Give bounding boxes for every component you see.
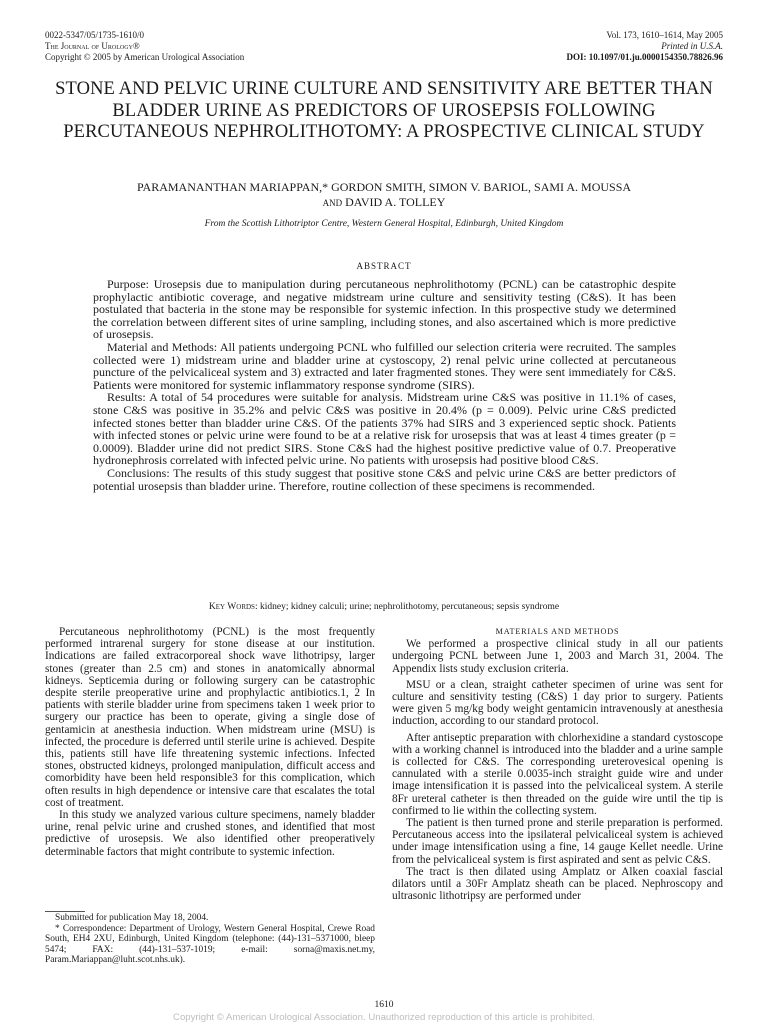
intro-paragraph-1: Percutaneous nephrolithotomy (PCNL) is the most frequently performed intrarenal surgery for stone disease at our institution. Indications are failed extracorporeal shock wave lithotripsy, larger stones (greater than 2.5 cm) and stones in anatomically abnormal kidneys. Septicemia during or following surgery can be catastrophic despite sterile preoperative urine and prophylactic antibiotics.1, 2 In patients with sterile bladder urine from specimens taken 1 week prior to surgery our practice has been to operate, giving a single dose of gentamicin at anesthesia induction. When midstream urine (MSU) is infected, the procedure is deferred until sterile urine is achieved. Despite this, patients still have life threatening systemic infections. Infected stones, obstructed kidneys, prolonged manipulation, difficult access and comorbidity have been held responsible3 for this complication, which often results in high dependence or intensive care that escalates the total cost of treatment.	[45, 626, 375, 809]
abstract-conclusions: Conclusions: The results of this study suggest that positive stone C&S and pelvic urine C&S are better predictors of potential urosepsis than bladder urine. Therefore, routine collection of these specimens is recommended.	[93, 465, 676, 493]
article-title: STONE AND PELVIC URINE CULTURE AND SENSITIVITY ARE BETTER THAN BLADDER URINE AS PREDICTORS OF UROSEPSIS FOLLOWING PERCUTANEOUS NEPHROLITHOTOMY: A PROSPECTIVE CLINICAL STUDY	[55, 79, 713, 142]
header-left	[45, 30, 244, 63]
methods-paragraph-5: The tract is then dilated using Amplatz or Alken coaxial fascial dilators until a 30Fr Amplatz sheath can be placed. Nephroscopy and ultrasonic lithotripsy are performed under	[392, 865, 723, 903]
authors	[95, 180, 673, 211]
methods-paragraph-1: We performed a prospective clinical study in all our patients undergoing PCNL between June 1, 2003 and March 31, 2004. The Appendix lists study exclusion criteria.	[392, 638, 723, 675]
abstract-body	[93, 278, 676, 492]
authors-line-2	[95, 195, 673, 211]
section-heading-methods: MATERIALS AND METHODS	[495, 627, 620, 636]
authors-and: AND	[322, 198, 343, 208]
left-column	[45, 626, 375, 858]
footnotes	[45, 913, 375, 966]
abstract-purpose: Purpose: Urosepsis due to manipulation during percutaneous nephrolithotomy (PCNL) can be catastrophic despite prophylactic antibiotic coverage, and negative midstream urine culture and sensitivity testing (C&S). It has been postulated that bacteria in the stone may be responsible for systemic infection. In this prospective study we determined the correlation between different sites of urine sampling, including stones, and also ascertained which is more predictive of urosepsis.	[93, 277, 676, 342]
abstract-results: Results: A total of 54 procedures were suitable for analysis. Midstream urine C&S was positive in 11.1% of cases, stone C&S was positive in 35.2% and pelvic C&S was positive in 20.4% (p = 0.009). Pelvic urine C&S predicted infected stones better than bladder urine C&S. Of the patients 37% had SIRS and 3 experienced septic shock. Patients with infected stones or pelvic urine were found to be at a relative risk for urosepsis that was at least 4 times greater (p = 0.0009). Bladder urine did not predict SIRS. Stone C&S had the highest positive predictive value of 0.7. Preoperative hydronephrosis correlated with infected pelvic urine. No patients with urosepsis had positive blood C&S.	[93, 390, 676, 468]
authors-line-1: PARAMANANTHAN MARIAPPAN,* GORDON SMITH, SIMON V. BARIOL, SAMI A. MOUSSA	[136, 180, 632, 194]
methods-paragraph-4: The patient is then turned prone and sterile preparation is performed. Percutaneous access into the ipsilateral pelvicaliceal system is achieved under image intensification using a fine, 14 gauge Kellet needle. Urine from the pelvicaliceal system is first aspirated and sent as pelvic C&S.	[392, 817, 723, 866]
footnote-rule	[45, 911, 85, 912]
doi-line: DOI: 10.1097/01.ju.0000154350.78826.96	[566, 52, 723, 62]
methods-paragraph-3: After antiseptic preparation with chlorhexidine a standard cystoscope with a working channel is introduced into the bladder and a urine sample is collected for C&S. The corresponding ureterovesical opening is cannulated with a sterile 0.0035-inch straight guide wire and under image intensification it is passed into the pelvicaliceal system. A sterile 8Fr ureteral catheter is then threaded on the guide wire until the tip is confirmed to lie within the collecting system.	[392, 731, 723, 817]
copyright-footer: Copyright © American Urological Association. Unauthorized reproduction of this article is prohibited.	[173, 1012, 595, 1023]
affiliation: From the Scottish Lithotriptor Centre, Western General Hospital, Edinburgh, United Kingdom	[204, 219, 564, 229]
keywords	[45, 602, 723, 612]
keywords-label: Key Words:	[208, 602, 258, 612]
page-number: 1610	[374, 1000, 394, 1010]
volume-line: Vol. 173, 1610–1614, May 2005	[606, 30, 723, 40]
issn-line: 0022-5347/05/1735-1610/0	[45, 30, 144, 40]
right-column	[392, 626, 723, 902]
printed-line: Printed in U.S.A.	[661, 41, 723, 51]
footnote-correspondence: * Correspondence: Department of Urology, Western General Hospital, Crewe Road South, EH4 2XU, Edinburgh, United Kingdom (telephone: (44)-131–5371000, bleep 5474; FAX: (44)-131–537-1019; e-mail: sorna@maxis.net.my, Param.Mariappan@luht.scot.nhs.uk).	[45, 923, 375, 966]
keywords-text: kidney; kidney calculi; urine; nephrolithotomy, percutaneous; sepsis syndrome	[259, 602, 560, 612]
abstract-heading: ABSTRACT	[356, 261, 412, 271]
methods-paragraph-2: MSU or a clean, straight catheter specimen of urine was sent for culture and sensitivity testing (C&S) 1 day prior to surgery. Patients were given 5 mg/kg body weight gentamicin intravenously at anesthesia induction, according to our standard protocol.	[392, 678, 723, 728]
journal-name: The Journal of Urology®	[45, 41, 140, 51]
abstract-methods: Material and Methods: All patients undergoing PCNL who fulfilled our selection criteria were recruited. The samples collected were 1) midstream urine and bladder urine at cystoscopy, 2) renal pelvic urine collected at percutaneous puncture of the pelvicaliceal system and 3) extracted and later fragmented stones. They were sent immediately for C&S. Patients were monitored for systemic inflammatory response syndrome (SIRS).	[93, 339, 676, 392]
author-last: DAVID A. TOLLEY	[345, 195, 446, 209]
header-right	[566, 30, 723, 63]
copyright-line: Copyright © 2005 by American Urological Association	[45, 52, 245, 62]
footnote-submitted: Submitted for publication May 18, 2004.	[55, 913, 209, 923]
intro-paragraph-2: In this study we analyzed various culture specimens, namely bladder urine, renal pelvic urine and crushed stones, and identified that most predictive of urosepsis. We also identified other preoperatively determinable factors that might contribute to systemic infection.	[45, 809, 375, 858]
